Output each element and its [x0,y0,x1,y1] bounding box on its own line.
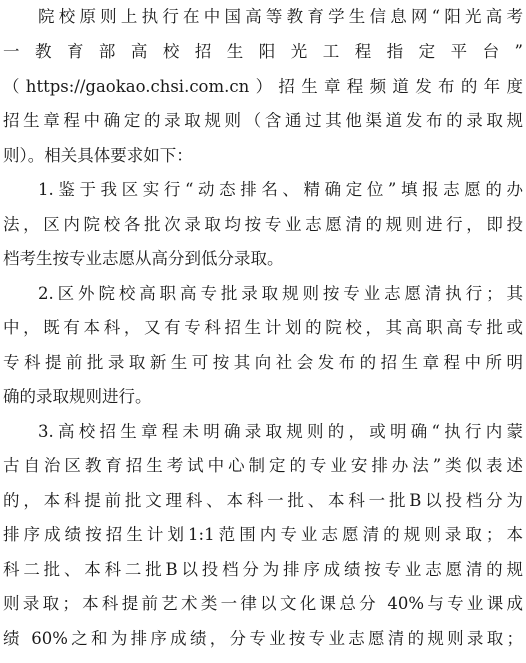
text-line: 专科提前批录取新生可按其向社会发布的招生章程中所明 [3,353,523,372]
text-line: （https://gaokao.chsi.com.cn）招生章程频道发布的年度 [3,77,523,96]
text-line: 则录取；本科提前艺术类一律以文化课总分 40%与专业课成 [3,594,523,613]
text-line: 古自治区教育招生考试中心制定的专业安排办法”类似表述 [3,456,523,475]
text-line: 档考生按专业志愿从高分到低分录取。 [3,249,284,268]
text-line: 3.高校招生章程未明确录取规则的，或明确“执行内蒙 [38,422,523,441]
text-line: 的，本科提前批文理科、本科一批、本科一批B以投档分为 [3,491,523,510]
text-line: 法，区内院校各批次录取均按专业志愿清的规则进行，即投 [3,215,523,234]
text-line: 招生章程中确定的录取规则（含通过其他渠道发布的录取规 [3,111,523,130]
text-line: 则）。相关具体要求如下： [3,146,193,165]
text-line: 绩 60%之和为排序成绩，分专业按专业志愿清的规则录取； [3,629,523,648]
text-line: 中，既有本科，又有专科招生计划的院校，其高职高专批或 [3,318,523,337]
text-line: 确的录取规则进行。 [3,387,152,406]
text-line: 院校原则上执行在中国高等教育学生信息网“阳光高考 [38,7,523,26]
text-line: 2.区外院校高职高专批录取规则按专业志愿清执行；其 [38,284,523,303]
text-line: 一 教 育 部 高 校 招 生 阳 光 工 程 指 定 平 台 ” [3,42,523,61]
text-line: 1.鉴于我区实行“动态排名、精确定位”填报志愿的办 [38,180,523,199]
text-line: 排序成绩按招生计划1:1范围内专业志愿清的规则录取；本 [3,525,523,544]
text-line: 科二批、本科二批B以投档分为排序成绩按专业志愿清的规 [3,560,523,579]
